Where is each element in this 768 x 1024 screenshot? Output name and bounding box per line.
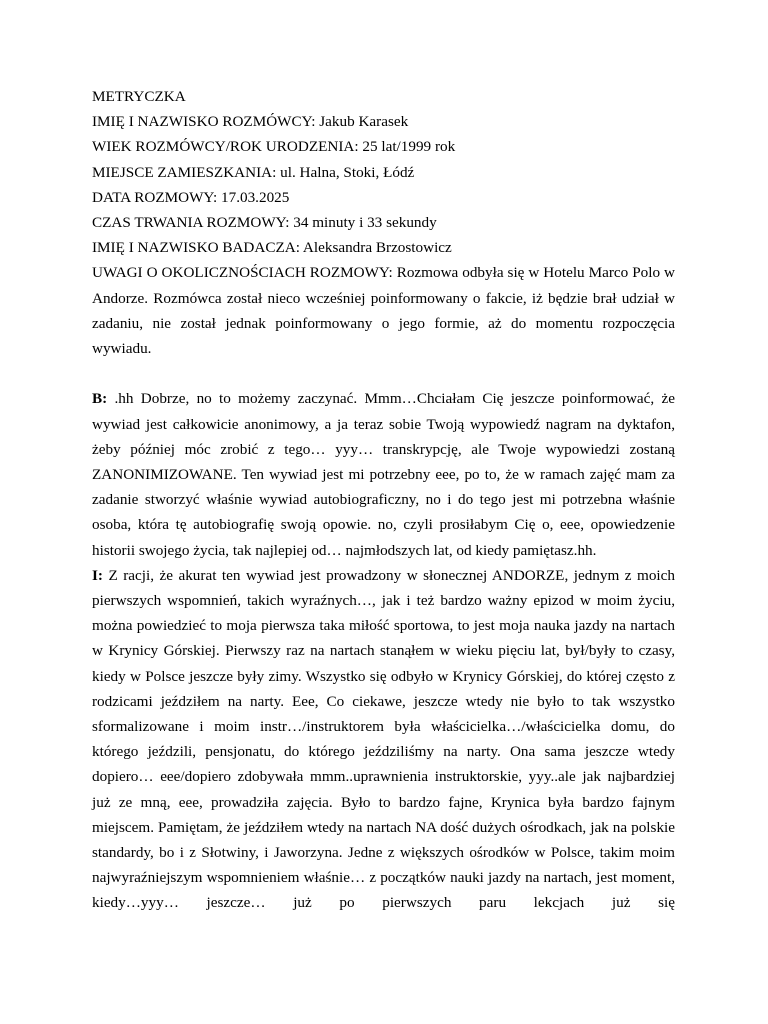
meta-researcher-name: IMIĘ I NAZWISKO BADACZA: Aleksandra Brzostowicz: [92, 239, 452, 257]
meta-interview-date: DATA ROZMOWY: 17.03.2025: [92, 188, 290, 206]
paragraph-spacer: [92, 361, 675, 386]
meta-interviewee-age: WIEK ROZMÓWCY/ROK URODZENIA: 25 lat/1999 rok: [92, 138, 456, 156]
dialogue-text-interviewee: Z racji, że akurat ten wywiad jest prowadzony w słonecznej ANDORZE, jednym z moich pierwszych wspomnień, takich wyraźnych…, jak i też bardzo ważny epizod w moim życiu, można powiedzieć to moja pierwsza taka miłość sportowa, to jest moja nauka jazdy na nartach w Krynicy Górskiej. Pierwszy raz na nartach stanąłem w wieku pięciu lat, był/były to czasy, kiedy w Polsce jeszcze były zimy. Wszystko się odbyło w Krynicy Górskiej, do której często z rodzicami jeździłem na narty. Eee, Co ciekawe, jeszcze wtedy nie było to tak wszystko sformalizowane i moim instr…/instruktorem była właścicielka…/właścicielka domu, do którego jeździli, pensjonatu, do którego jeździliśmy na narty. Ona sama jeszcze wtedy dopiero… eee/dopiero zdobywała mmm..uprawnienia instruktorskie, yyy..ale jak najbardziej już ze mną, eee, prowadziła zajęcia. Było to bardzo fajne, Krynica była bardzo fajnym miejscem. Pamiętam, że jeździłem wtedy na nartach NA dość dużych ośrodkach, jak na polskie standardy, bo i z Słotwiny, i Jaworzyna. Jedne z większych ośrodków w Polsce, takim moim najwyraźniejszym wspomnieniem właśnie… z początków nauki jazdy na nartach, jest moment, kiedy…yyy… jeszcze… już po pierwszych paru lekcjach już się: [92, 566, 675, 912]
meta-interviewee-name: IMIĘ I NAZWISKO ROZMÓWCY: Jakub Karasek: [92, 113, 409, 131]
meta-remarks: UWAGI O OKOLICZNOŚCIACH ROZMOWY: Rozmowa odbyła się w Hotelu Marco Polo w Andorze. Rozmówca został nieco wcześniej poinformowany o fakcie, iż będzie brał udział w zadaniu, nie został jednak poinformowany o jego formie, aż do momentu rozpoczęcia wywiadu.: [92, 264, 675, 358]
speaker-label-interviewee: I:: [92, 566, 103, 584]
meta-interview-duration: CZAS TRWANIA ROZMOWY: 34 minuty i 33 sekundy: [92, 214, 437, 232]
dialogue-text-researcher: .hh Dobrze, no to możemy zaczynać. Mmm…Chciałam Cię jeszcze poinformować, że wywiad jest całkowicie anonimowy, a ja teraz sobie Twoją wypowiedź nagram na dyktafon, żeby później móc zrobić z tego… yyy… transkrypcję, ale Twoje wypowiedzi zostaną ZANONIMIZOWANE. Ten wywiad jest mi potrzebny eee, po to, że w ramach zajęć mam za zadanie stworzyć właśnie wywiad autobiograficzny, no i do tego jest mi potrzebna właśnie osoba, która tę autobiografię swoją opowie. no, czyli prosiłabym Cię o, eee, opowiedzenie historii swojego życia, tak najlepiej od… najmłodszych lat, od kiedy pamiętasz.hh.: [92, 390, 675, 559]
document-heading: METRYCZKA: [92, 88, 186, 105]
dialogue-turn-interviewee: [92, 563, 675, 916]
dialogue-turn-researcher: [92, 386, 675, 562]
meta-residence: MIEJSCE ZAMIESZKANIA: ul. Halna, Stoki, Łódź: [92, 163, 415, 181]
speaker-label-researcher: B:: [92, 390, 108, 408]
